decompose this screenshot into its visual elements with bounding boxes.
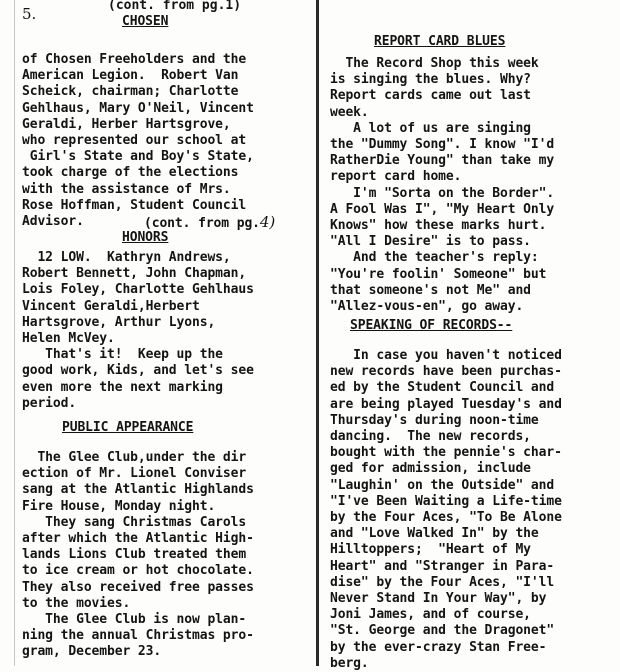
text-line: "Laughin' on the Outside" and	[330, 477, 555, 493]
text-line: I'm "Sorta on the Border".	[330, 185, 555, 201]
honors-article	[22, 250, 254, 412]
text-line: berg.	[330, 655, 369, 671]
text-line: to ice cream or hot chocolate.	[22, 563, 254, 579]
text-line: 12 LOW. Kathryn Andrews,	[22, 250, 231, 265]
text-line: Never Stand In Your Way", by	[330, 591, 547, 607]
text-line: by the Four Aces, "To Be Alone	[330, 510, 562, 526]
text-line: ged for admission, include	[330, 461, 531, 477]
text-line: new records have been purchas-	[330, 364, 562, 380]
text-line: Gehlhaus, Mary O'Neil, Vincent	[22, 100, 254, 116]
speaking-of-records-article	[330, 348, 562, 672]
left-margin-rule	[14, 0, 15, 666]
text-line: Report cards came out last	[330, 88, 531, 104]
text-line: The Glee Club is now plan-	[22, 612, 247, 628]
text-line: The Record Shop this week	[330, 56, 539, 71]
text-line: good work, Kids, and let's see	[22, 363, 254, 379]
text-line: American Legion. Robert Van	[22, 68, 239, 84]
text-line: Joni James, and of course,	[330, 607, 531, 623]
text-line: A Fool Was I", "My Heart Only	[330, 201, 555, 217]
text-line: Lois Foley, Charlotte Gehlhaus	[22, 282, 254, 298]
text-line: period.	[22, 395, 77, 411]
text-line: by the ever-crazy Stan Free-	[330, 639, 547, 655]
text-line: Geraldi, Herber Hartsgrove,	[22, 116, 231, 132]
text-line: A lot of us are singing	[330, 120, 531, 136]
text-line: That's it! Keep up the	[22, 347, 223, 363]
text-line: Girl's State and Boy's State,	[22, 149, 254, 165]
text-line: They also received free passes	[22, 579, 254, 595]
continued-from-label: (cont. from pg.1)	[108, 0, 242, 13]
text-line: ning the annual Christmas pro-	[22, 628, 254, 644]
text-line: Helen McVey.	[22, 331, 115, 347]
text-line: Rose Hoffman, Student Council	[22, 197, 247, 213]
text-line: "I've Been Waiting a Life-time	[330, 493, 562, 509]
text-line: Hilltoppers; "Heart of My	[330, 542, 531, 558]
text-line: RatherDie Young" than take my	[330, 153, 555, 169]
text-line: is singing the blues. Why?	[330, 72, 531, 88]
chosen-article	[22, 52, 254, 230]
text-line: to the movies.	[22, 595, 131, 611]
text-line: the "Dummy Song". I know "I'd	[330, 137, 555, 153]
report-card-article	[330, 56, 554, 315]
text-line: Robert Bennett, John Chapman,	[22, 266, 247, 282]
text-line: dise" by the Four Aces, "I'll	[330, 574, 555, 590]
text-line: gram, December 23.	[22, 644, 162, 660]
text-line: ed by the Student Council and	[330, 380, 555, 396]
text-line: lands Lions Club treated them	[22, 547, 247, 563]
text-line: And the teacher's reply:	[330, 250, 539, 266]
honors-title: HONORS	[122, 230, 169, 245]
text-line: report card home.	[330, 169, 462, 185]
text-line: that someone's not Me" and	[330, 282, 531, 298]
text-line: Knows" how these marks hurt.	[330, 218, 547, 234]
text-line: with the assistance of Mrs.	[22, 181, 231, 197]
text-line: of Chosen Freeholders and the	[22, 52, 247, 67]
text-line: Fire House, Monday night.	[22, 498, 216, 514]
text-line: Thursday's during noon-time	[330, 412, 539, 428]
text-line: Vincent Geraldi,Herbert	[22, 298, 200, 314]
text-line: Advisor.	[22, 214, 84, 230]
text-line: Scheick, chairman; Charlotte	[22, 84, 239, 100]
report-card-title: REPORT CARD BLUES	[374, 34, 506, 49]
text-line: The Glee Club,under the dir	[22, 450, 247, 465]
text-line: They sang Christmas Carols	[22, 514, 247, 530]
text-line: "You're foolin' Someone" but	[330, 266, 547, 282]
text-line: week.	[330, 104, 369, 120]
text-line: sang at the Atlantic Highlands	[22, 482, 254, 498]
text-line: In case you haven't noticed	[330, 348, 562, 363]
chosen-continued: (cont. from pg.4)	[144, 213, 276, 231]
speaking-of-records-title: SPEAKING OF RECORDS--	[350, 318, 513, 333]
text-line: even more the next marking	[22, 379, 223, 395]
text-line: and "Love Walked In" by the	[330, 526, 539, 542]
text-line: "All I Desire" is to pass.	[330, 234, 531, 250]
text-line: bought with the pennie's char-	[330, 445, 562, 461]
text-line: Heart" and "Stranger in Para-	[330, 558, 555, 574]
text-line: "Allez-vous-en", go away.	[330, 299, 524, 315]
chosen-title: CHOSEN	[122, 14, 169, 29]
text-line: ection of Mr. Lionel Conviser	[22, 466, 247, 482]
text-line: are being played Tuesday's and	[330, 396, 562, 412]
page-number: 5.	[22, 5, 37, 23]
public-appearance-article	[22, 450, 254, 661]
text-line: "St. George and the Dragonet"	[330, 623, 555, 639]
text-line: dancing. The new records,	[330, 429, 531, 445]
column-divider	[316, 0, 319, 666]
text-line: took charge of the elections	[22, 165, 239, 181]
text-line: who represented our school at	[22, 133, 247, 149]
text-line: after which the Atlantic High-	[22, 531, 254, 547]
public-appearance-title: PUBLIC APPEARANCE	[62, 420, 194, 435]
text-line: Hartsgrove, Arthur Lyons,	[22, 314, 216, 330]
